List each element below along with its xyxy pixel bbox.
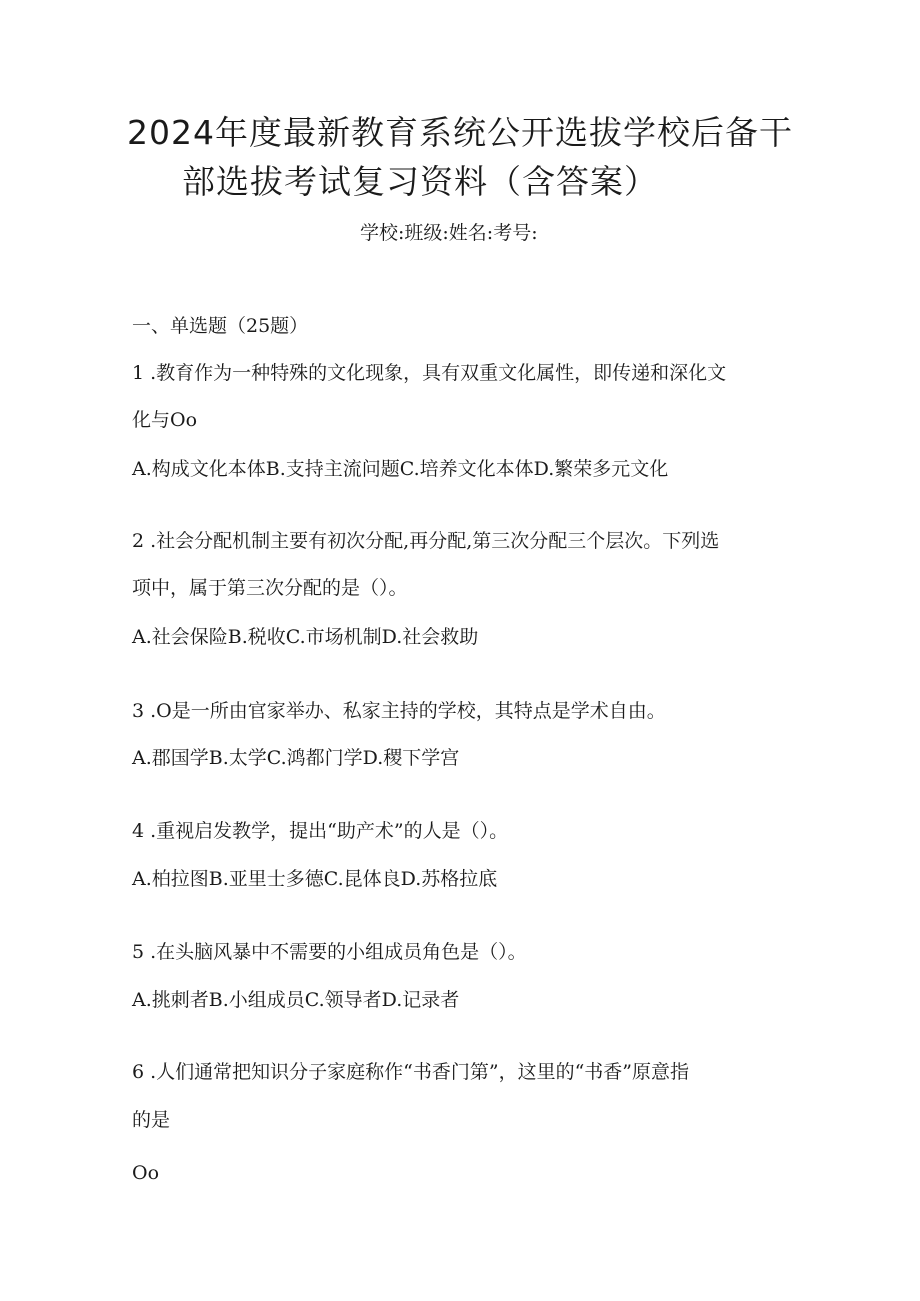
question-3-options: A.郡国学B.太学C.鸿都门学D.稷下学宫 xyxy=(132,747,460,769)
question-6-stem-line-1: 6 .人们通常把知识分子家庭称作“书香门第”，这里的“书香”原意指 xyxy=(132,1061,690,1083)
question-2-stem-line-2: 项中，属于第三次分配的是（）。 xyxy=(132,577,408,599)
student-info-line: 学校:班级:姓名:考号: xyxy=(360,222,538,244)
question-5-stem-line-1: 5 .在头脑风暴中不需要的小组成员角色是（）。 xyxy=(132,941,527,963)
question-5-options: A.挑刺者B.小组成员C.领导者D.记录者 xyxy=(132,989,460,1011)
document-title-line-1: 2024年度最新教育系统公开选拔学校后备干 xyxy=(127,113,793,152)
question-4-options: A.柏拉图B.亚里士多德C.昆体良D.苏格拉底 xyxy=(132,868,498,890)
section-heading: 一、单选题（25题） xyxy=(132,315,309,337)
document-title-line-2: 部选拔考试复习资料（含答案） xyxy=(182,162,658,201)
question-1-stem-line-2: 化与Oo xyxy=(132,409,198,431)
question-1-stem-line-1: 1 .教育作为一种特殊的文化现象，具有双重文化属性，即传递和深化文 xyxy=(132,362,727,384)
question-2-stem-line-1: 2 .社会分配机制主要有初次分配,再分配,第三次分配三个层次。下列选 xyxy=(132,530,720,552)
question-1-options: A.构成文化本体B.支持主流问题C.培养文化本体D.繁荣多元文化 xyxy=(132,458,669,480)
question-2-options: A.社会保险B.税收C.市场机制D.社会救助 xyxy=(132,626,479,648)
question-4-stem-line-1: 4 .重视启发教学，提出“助产术”的人是（）。 xyxy=(132,820,509,842)
question-6-stem-line-3: Oo xyxy=(132,1162,160,1184)
question-6-stem-line-2: 的是 xyxy=(132,1109,171,1131)
question-3-stem-line-1: 3 .O是一所由官家举办、私家主持的学校，其特点是学术自由。 xyxy=(132,700,666,722)
